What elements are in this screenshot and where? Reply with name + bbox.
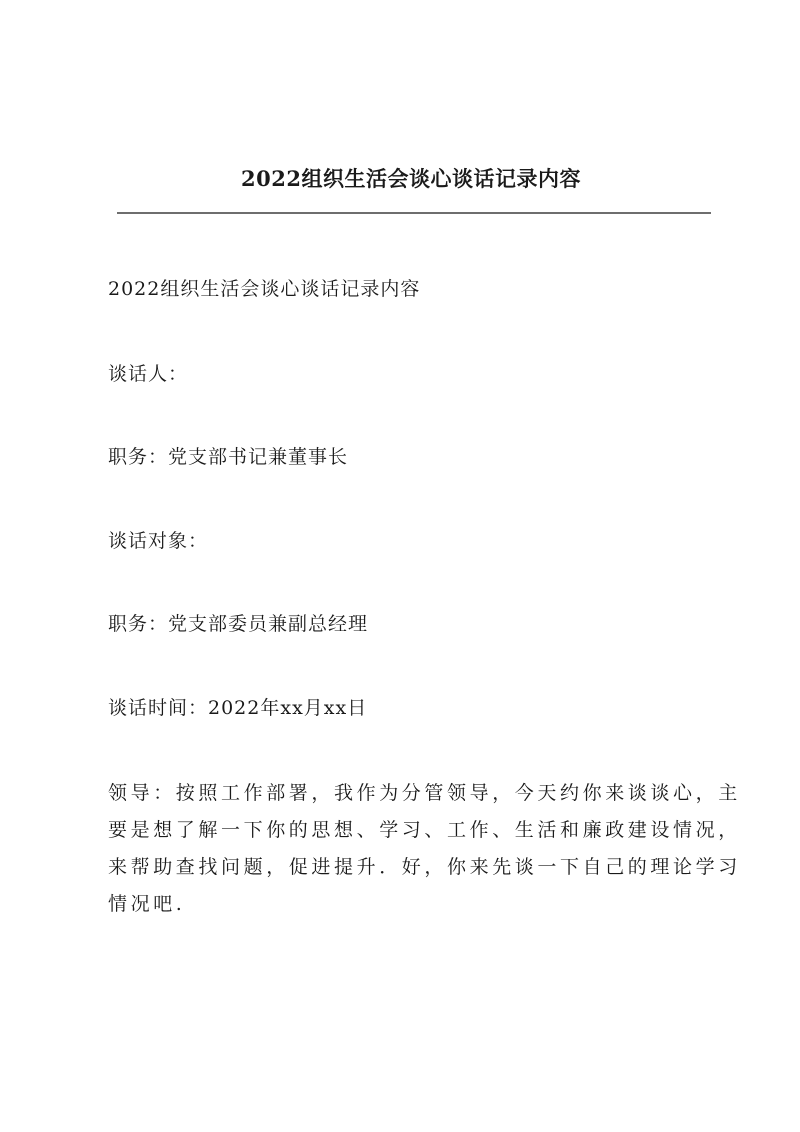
leader-paragraph <box>108 775 741 923</box>
title-underline <box>117 212 711 214</box>
content-heading: 2022组织生活会谈心谈话记录内容 <box>108 278 421 300</box>
paragraph-line: 情况吧. <box>108 893 186 915</box>
paragraph-line: 来帮助查找问题，促进提升．好，你来先谈一下自己的理论学习 <box>108 856 741 878</box>
document-title: 2022组织生活会谈心谈话记录内容 <box>241 166 581 191</box>
paragraph-line: 要是想了解一下你的思想、学习、工作、生活和廉政建设情况， <box>108 819 741 841</box>
speaker-line: 谈话人： <box>108 363 189 385</box>
speaker-position-line: 职务：党支部书记兼董事长 <box>108 446 349 468</box>
talk-time-line: 谈话时间：2022年xx月xx日 <box>108 697 368 719</box>
listener-position-line: 职务：党支部委员兼副总经理 <box>108 613 369 635</box>
paragraph-line: 领导：按照工作部署，我作为分管领导，今天约你来谈谈心，主 <box>108 782 741 804</box>
listener-line: 谈话对象： <box>108 530 209 552</box>
